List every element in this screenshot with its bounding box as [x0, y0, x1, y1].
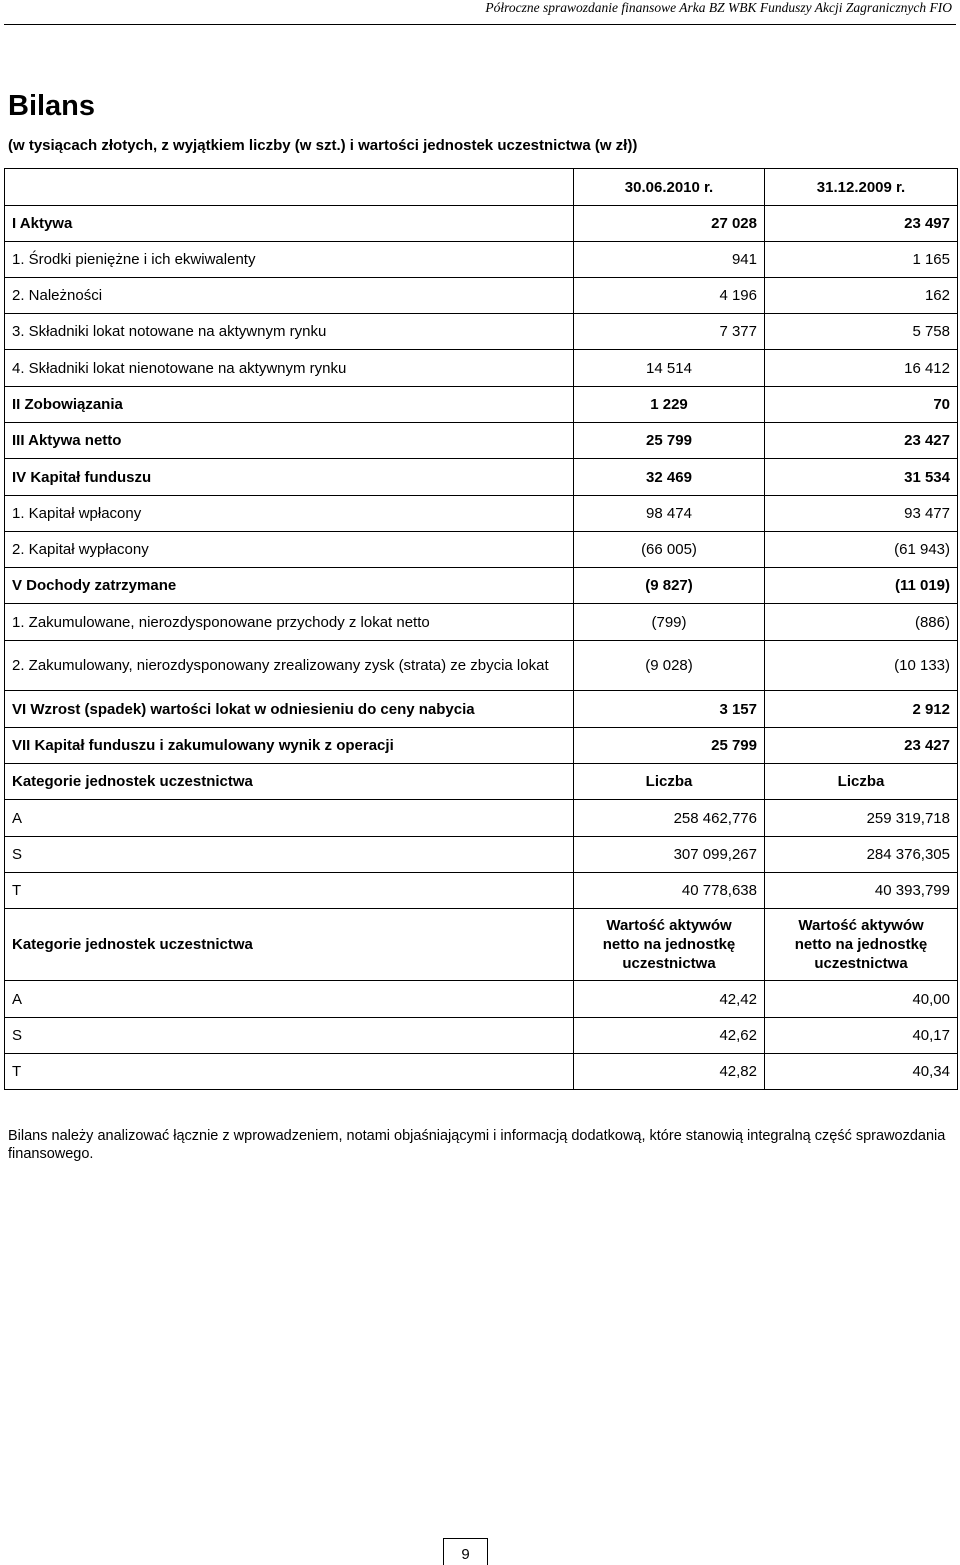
table-row: [5, 350, 958, 387]
table-row: [5, 691, 958, 728]
row-label: V Dochody zatrzymane: [5, 568, 574, 604]
value-2009: 31 534: [765, 459, 958, 496]
row-label: VI Wzrost (spadek) wartości lokat w odniesieniu do ceny nabycia: [5, 691, 574, 728]
value-2010: 25 799: [574, 728, 765, 764]
table-row: [5, 604, 958, 641]
table-row: [5, 1018, 958, 1054]
units-value-2009: 40,17: [765, 1018, 958, 1054]
units-count-header-2010: Liczba: [574, 764, 765, 800]
value-2010: 1 229: [574, 387, 765, 423]
units-value-2010: 42,82: [574, 1054, 765, 1090]
running-header: Półroczne sprawozdanie finansowe Arka BZ WBK Funduszy Akcji Zagranicznych FIO: [485, 0, 952, 15]
value-2010: 4 196: [574, 278, 765, 314]
value-2009: (11 019): [765, 568, 958, 604]
row-label: 3. Składniki lokat notowane na aktywnym rynku: [5, 314, 574, 350]
table-row: [5, 242, 958, 278]
row-label: VII Kapitał funduszu i zakumulowany wynik z operacji: [5, 728, 574, 764]
value-2009: (61 943): [765, 532, 958, 568]
value-2009: 162: [765, 278, 958, 314]
table-row: [5, 496, 958, 532]
value-2010: (9 028): [574, 641, 765, 691]
table-row: [5, 800, 958, 837]
units-value-header-2009: Wartość aktywów netto na jednostkę uczestnictwa: [765, 909, 958, 981]
row-label: III Aktywa netto: [5, 423, 574, 459]
units-value-header-2010: Wartość aktywów netto na jednostkę uczestnictwa: [574, 909, 765, 981]
value-2010: 14 514: [574, 350, 765, 387]
value-2010: 7 377: [574, 314, 765, 350]
units-count-2009: 259 319,718: [765, 800, 958, 837]
balance-sheet-table: [4, 168, 958, 1090]
units-count-2010: 307 099,267: [574, 837, 765, 873]
table-row: [5, 873, 958, 909]
units-category: S: [5, 837, 574, 873]
value-2010: 98 474: [574, 496, 765, 532]
row-label: I Aktywa: [5, 206, 574, 242]
table-row: [5, 278, 958, 314]
value-2009: 2 912: [765, 691, 958, 728]
row-label: 1. Kapitał wpłacony: [5, 496, 574, 532]
table-row: [5, 1054, 958, 1090]
row-label: IV Kapitał funduszu: [5, 459, 574, 496]
table-row: [5, 206, 958, 242]
row-label: 1. Środki pieniężne i ich ekwiwalenty: [5, 242, 574, 278]
table-row: [5, 532, 958, 568]
column-header-2009: 31.12.2009 r.: [765, 169, 958, 206]
value-2010: (799): [574, 604, 765, 641]
value-2010: (66 005): [574, 532, 765, 568]
units-count-2010: 258 462,776: [574, 800, 765, 837]
footer-note: Bilans należy analizować łącznie z wprowadzeniem, notami objaśniającymi i informacją dodatkową, które stanowią integralną część sprawozdania finansowego.: [8, 1128, 946, 1162]
table-row: [5, 314, 958, 350]
value-2010: 25 799: [574, 423, 765, 459]
value-2009: 23 427: [765, 728, 958, 764]
table-row: [5, 387, 958, 423]
value-2009: 23 427: [765, 423, 958, 459]
value-2010: (9 827): [574, 568, 765, 604]
page-number: 9: [443, 1538, 488, 1565]
value-2010: 941: [574, 242, 765, 278]
units-value-2009: 40,00: [765, 981, 958, 1018]
header-empty-cell: [5, 169, 574, 206]
units-value-2010: 42,62: [574, 1018, 765, 1054]
value-2009: (886): [765, 604, 958, 641]
value-2010: 3 157: [574, 691, 765, 728]
value-2009: 16 412: [765, 350, 958, 387]
value-2010: 27 028: [574, 206, 765, 242]
units-category: S: [5, 1018, 574, 1054]
table-row: [5, 981, 958, 1018]
units-value-2009: 40,34: [765, 1054, 958, 1090]
column-header-2010: 30.06.2010 r.: [574, 169, 765, 206]
units-value-header-row: [5, 909, 958, 981]
units-category-header: Kategorie jednostek uczestnictwa: [5, 764, 574, 800]
value-2009: 1 165: [765, 242, 958, 278]
units-category: A: [5, 981, 574, 1018]
page-subtitle: (w tysiącach złotych, z wyjątkiem liczby (w szt.) i wartości jednostek uczestnictwa (w zł)): [8, 137, 638, 154]
page-title: Bilans: [8, 90, 96, 122]
table-row: [5, 728, 958, 764]
row-label: 4. Składniki lokat nienotowane na aktywnym rynku: [5, 350, 574, 387]
value-2009: 23 497: [765, 206, 958, 242]
units-category: T: [5, 873, 574, 909]
row-label: 2. Kapitał wypłacony: [5, 532, 574, 568]
units-category-header: Kategorie jednostek uczestnictwa: [5, 909, 574, 981]
row-label: 2. Zakumulowany, nierozdysponowany zrealizowany zysk (strata) ze zbycia lokat: [5, 641, 574, 691]
row-label: 1. Zakumulowane, nierozdysponowane przychody z lokat netto: [5, 604, 574, 641]
table-header-row: [5, 169, 958, 206]
units-count-2009: 40 393,799: [765, 873, 958, 909]
units-category: A: [5, 800, 574, 837]
units-count-2010: 40 778,638: [574, 873, 765, 909]
header-rule: [4, 24, 956, 25]
units-value-2010: 42,42: [574, 981, 765, 1018]
table-row: [5, 568, 958, 604]
value-2009: 93 477: [765, 496, 958, 532]
table-row: [5, 423, 958, 459]
units-count-2009: 284 376,305: [765, 837, 958, 873]
units-category: T: [5, 1054, 574, 1090]
value-2010: 32 469: [574, 459, 765, 496]
value-2009: (10 133): [765, 641, 958, 691]
value-2009: 70: [765, 387, 958, 423]
row-label: II Zobowiązania: [5, 387, 574, 423]
units-count-header-row: [5, 764, 958, 800]
units-count-header-2009: Liczba: [765, 764, 958, 800]
table-row: [5, 837, 958, 873]
table-row: [5, 641, 958, 691]
table-row: [5, 459, 958, 496]
value-2009: 5 758: [765, 314, 958, 350]
row-label: 2. Należności: [5, 278, 574, 314]
